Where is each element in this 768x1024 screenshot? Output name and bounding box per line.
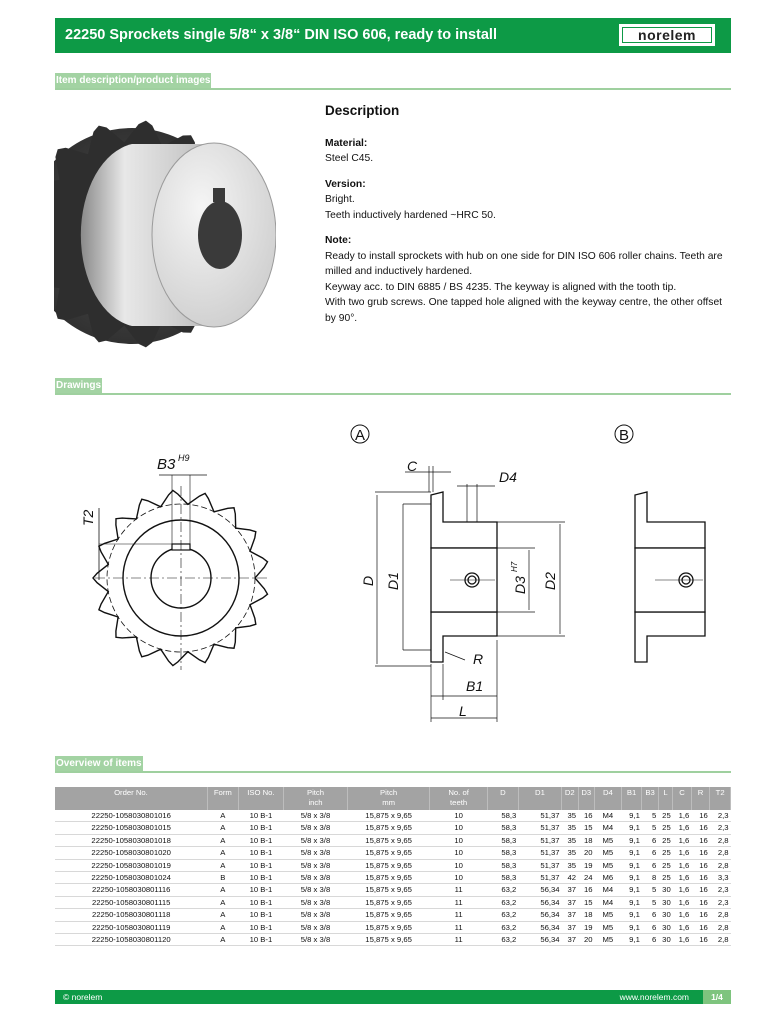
table-cell: 5/8 x 3/8 bbox=[284, 834, 348, 846]
material-label: Material: bbox=[325, 137, 368, 149]
table-cell: 22250-1058030801020 bbox=[55, 847, 207, 859]
table-cell: 37 bbox=[562, 909, 578, 921]
table-cell: 22250-1058030801018 bbox=[55, 834, 207, 846]
table-cell: 63,2 bbox=[487, 909, 518, 921]
table-body bbox=[55, 810, 731, 946]
table-cell: 16 bbox=[691, 834, 710, 846]
table-cell: M5 bbox=[595, 847, 622, 859]
note-label: Note: bbox=[325, 235, 352, 246]
table-cell: 9,1 bbox=[621, 921, 642, 933]
table-cell: 58,3 bbox=[487, 834, 518, 846]
table-cell: 1,6 bbox=[673, 872, 692, 884]
table-cell: 24 bbox=[578, 872, 594, 884]
table-cell: 10 bbox=[430, 810, 488, 822]
table-cell: 9,1 bbox=[621, 822, 642, 834]
table-header-cell: Order No. bbox=[55, 787, 207, 810]
table-cell: M5 bbox=[595, 834, 622, 846]
table-cell: 15,875 x 9,65 bbox=[347, 872, 429, 884]
table-cell: 58,3 bbox=[487, 859, 518, 871]
table-row bbox=[55, 859, 731, 871]
table-cell: 5 bbox=[642, 896, 658, 908]
table-cell: 6 bbox=[642, 859, 658, 871]
table-cell: 51,37 bbox=[518, 834, 561, 846]
table-row bbox=[55, 847, 731, 859]
table-cell: 10 bbox=[430, 859, 488, 871]
table-cell: 58,3 bbox=[487, 872, 518, 884]
table-cell: 63,2 bbox=[487, 884, 518, 896]
table-cell: 15,875 x 9,65 bbox=[347, 847, 429, 859]
table-cell: 1,6 bbox=[673, 896, 692, 908]
view-b-label: B bbox=[619, 427, 630, 444]
table-cell: 11 bbox=[430, 896, 488, 908]
table-cell: 2,8 bbox=[710, 834, 731, 846]
table-cell: 51,37 bbox=[518, 822, 561, 834]
table-cell: 5/8 x 3/8 bbox=[284, 847, 348, 859]
table-cell: 5 bbox=[642, 822, 658, 834]
table-cell: 35 bbox=[562, 847, 578, 859]
table-cell: 25 bbox=[658, 822, 672, 834]
table-cell: 9,1 bbox=[621, 859, 642, 871]
table-cell: 22250-1058030801024 bbox=[55, 872, 207, 884]
table-cell: 51,37 bbox=[518, 859, 561, 871]
table-row bbox=[55, 884, 731, 896]
table-cell: 10 bbox=[430, 847, 488, 859]
table-cell: 22250-1058030801016 bbox=[55, 810, 207, 822]
table-cell: 16 bbox=[691, 896, 710, 908]
table-cell: 30 bbox=[658, 921, 672, 933]
footer-bar bbox=[55, 990, 731, 1004]
table-cell: 11 bbox=[430, 934, 488, 946]
table-cell: 1,6 bbox=[673, 834, 692, 846]
table-cell: 25 bbox=[658, 872, 672, 884]
section-heading-drawings bbox=[55, 378, 731, 396]
table-cell: 58,3 bbox=[487, 822, 518, 834]
table-cell: 15,875 x 9,65 bbox=[347, 810, 429, 822]
table-cell: 15,875 x 9,65 bbox=[347, 909, 429, 921]
table-cell: 10 B-1 bbox=[238, 859, 283, 871]
technical-drawing bbox=[55, 400, 731, 745]
table-cell: 2,8 bbox=[710, 909, 731, 921]
table-cell: 15,875 x 9,65 bbox=[347, 834, 429, 846]
table-cell: 10 B-1 bbox=[238, 810, 283, 822]
table-cell: 22250-1058030801115 bbox=[55, 896, 207, 908]
table-cell: 10 bbox=[430, 834, 488, 846]
table-cell: M6 bbox=[595, 872, 622, 884]
table-cell: 16 bbox=[691, 810, 710, 822]
table-cell: 63,2 bbox=[487, 921, 518, 933]
table-row bbox=[55, 834, 731, 846]
table-cell: 16 bbox=[691, 909, 710, 921]
table-cell: 10 B-1 bbox=[238, 834, 283, 846]
table-cell: 22250-1058030801116 bbox=[55, 884, 207, 896]
brand-logo-text: norelem bbox=[622, 27, 712, 43]
table-cell: 1,6 bbox=[673, 847, 692, 859]
table-row bbox=[55, 822, 731, 834]
table-cell: 51,37 bbox=[518, 872, 561, 884]
table-cell: 15,875 x 9,65 bbox=[347, 822, 429, 834]
table-cell: 63,2 bbox=[487, 934, 518, 946]
table-cell: 10 B-1 bbox=[238, 921, 283, 933]
table-cell: 58,3 bbox=[487, 810, 518, 822]
table-cell: 5/8 x 3/8 bbox=[284, 872, 348, 884]
table-cell: 10 B-1 bbox=[238, 934, 283, 946]
table-header-cell: T2 bbox=[710, 787, 731, 810]
table-cell: M4 bbox=[595, 810, 622, 822]
table-cell: 9,1 bbox=[621, 872, 642, 884]
page-number: 1/4 bbox=[703, 990, 731, 1004]
table-cell: 16 bbox=[691, 859, 710, 871]
table-cell: 3,3 bbox=[710, 872, 731, 884]
table-row bbox=[55, 921, 731, 933]
table-cell: 1,6 bbox=[673, 822, 692, 834]
table-cell: 16 bbox=[691, 822, 710, 834]
version-line: Teeth inductively hardened ~HRC 50. bbox=[325, 209, 496, 221]
table-cell: 16 bbox=[578, 884, 594, 896]
material-text: Steel C45. bbox=[325, 153, 374, 164]
table-cell: 9,1 bbox=[621, 896, 642, 908]
table-cell: 20 bbox=[578, 847, 594, 859]
product-image bbox=[54, 104, 276, 362]
bore-hole bbox=[198, 201, 242, 269]
c-label: C bbox=[407, 458, 418, 474]
table-cell: 10 B-1 bbox=[238, 884, 283, 896]
table-header-cell: B3 bbox=[642, 787, 658, 810]
table-cell: 25 bbox=[658, 834, 672, 846]
table-cell: 6 bbox=[642, 847, 658, 859]
table-cell: 35 bbox=[562, 822, 578, 834]
front-view bbox=[93, 475, 268, 670]
table-cell: 2,8 bbox=[710, 921, 731, 933]
table-cell: 35 bbox=[562, 859, 578, 871]
table-cell: A bbox=[207, 859, 238, 871]
d3-label: D3 bbox=[512, 576, 528, 594]
keyway-slot bbox=[213, 188, 225, 202]
table-cell: 5/8 x 3/8 bbox=[284, 822, 348, 834]
page-title: 22250 Sprockets single 5/8“ x 3/8“ DIN ISO 606, ready to install bbox=[65, 27, 497, 43]
table-cell: 19 bbox=[578, 921, 594, 933]
table-header-cell: D bbox=[487, 787, 518, 810]
table-cell: 10 bbox=[430, 822, 488, 834]
t2-label: T2 bbox=[80, 509, 96, 526]
table-cell: 15,875 x 9,65 bbox=[347, 921, 429, 933]
table-cell: 11 bbox=[430, 884, 488, 896]
table-cell: 9,1 bbox=[621, 834, 642, 846]
table-cell: 2,3 bbox=[710, 810, 731, 822]
table-cell: 6 bbox=[642, 921, 658, 933]
section-heading-overview bbox=[55, 756, 731, 774]
table-cell: M5 bbox=[595, 909, 622, 921]
table-cell: 63,2 bbox=[487, 896, 518, 908]
table-cell: 5/8 x 3/8 bbox=[284, 921, 348, 933]
table-cell: 16 bbox=[691, 884, 710, 896]
table-cell: 11 bbox=[430, 909, 488, 921]
table-row bbox=[55, 896, 731, 908]
note-line: Ready to install sprockets with hub on one side for DIN ISO 606 roller chains. Teeth are milled and inductively hardened. bbox=[325, 250, 723, 277]
table-cell: M5 bbox=[595, 859, 622, 871]
table-cell: 2,8 bbox=[710, 859, 731, 871]
table-cell: A bbox=[207, 909, 238, 921]
table-cell: 30 bbox=[658, 909, 672, 921]
version-line: Bright. bbox=[325, 194, 355, 205]
table-cell: 5/8 x 3/8 bbox=[284, 934, 348, 946]
table-row bbox=[55, 934, 731, 946]
table-cell: 5 bbox=[642, 884, 658, 896]
table-cell: 25 bbox=[658, 847, 672, 859]
table-cell: A bbox=[207, 810, 238, 822]
table-cell: 18 bbox=[578, 834, 594, 846]
table-cell: 1,6 bbox=[673, 810, 692, 822]
table-cell: 6 bbox=[642, 834, 658, 846]
table-cell: 2,3 bbox=[710, 896, 731, 908]
table-cell: 6 bbox=[642, 934, 658, 946]
table-header-cell: L bbox=[658, 787, 672, 810]
section-divider bbox=[55, 88, 731, 90]
section-view-b bbox=[635, 492, 705, 662]
table-cell: 56,34 bbox=[518, 884, 561, 896]
table-cell: 10 bbox=[430, 872, 488, 884]
b3-tolerance: H9 bbox=[178, 453, 190, 463]
table-cell: 22250-1058030801019 bbox=[55, 859, 207, 871]
table-cell: 56,34 bbox=[518, 934, 561, 946]
table-cell: 56,34 bbox=[518, 896, 561, 908]
table-cell: 9,1 bbox=[621, 884, 642, 896]
table-header-row bbox=[55, 787, 731, 810]
table-cell: A bbox=[207, 822, 238, 834]
b3-label: B3 bbox=[157, 456, 176, 473]
items-table bbox=[55, 787, 731, 946]
table-cell: 35 bbox=[562, 834, 578, 846]
table-cell: M4 bbox=[595, 896, 622, 908]
table-cell: 30 bbox=[658, 884, 672, 896]
table-cell: 5/8 x 3/8 bbox=[284, 896, 348, 908]
table-cell: 5/8 x 3/8 bbox=[284, 909, 348, 921]
table-cell: 16 bbox=[691, 921, 710, 933]
table-cell: 58,3 bbox=[487, 847, 518, 859]
table-cell: A bbox=[207, 834, 238, 846]
table-cell: 1,6 bbox=[673, 934, 692, 946]
table-cell: 19 bbox=[578, 859, 594, 871]
table-cell: M4 bbox=[595, 822, 622, 834]
table-cell: 25 bbox=[658, 859, 672, 871]
table-cell: 15,875 x 9,65 bbox=[347, 859, 429, 871]
table-cell: 22250-1058030801015 bbox=[55, 822, 207, 834]
l-label: L bbox=[459, 703, 467, 719]
table-cell: M5 bbox=[595, 921, 622, 933]
table-header-cell: Form bbox=[207, 787, 238, 810]
table-cell: 1,6 bbox=[673, 859, 692, 871]
table-cell: 56,34 bbox=[518, 909, 561, 921]
table-cell: 30 bbox=[658, 934, 672, 946]
table-header-cell: ISO No. bbox=[238, 787, 283, 810]
table-header-cell: D2 bbox=[562, 787, 578, 810]
table-cell: 51,37 bbox=[518, 847, 561, 859]
table-header-cell: C bbox=[673, 787, 692, 810]
table-cell: 30 bbox=[658, 896, 672, 908]
table-cell: 35 bbox=[562, 810, 578, 822]
table-cell: 15,875 x 9,65 bbox=[347, 934, 429, 946]
table-cell: 16 bbox=[578, 810, 594, 822]
note-line: Keyway acc. to DIN 6885 / BS 4235. The keyway is aligned with the tooth tip. bbox=[325, 281, 677, 293]
table-cell: 37 bbox=[562, 934, 578, 946]
table-cell: M5 bbox=[595, 934, 622, 946]
table-cell: 2,8 bbox=[710, 934, 731, 946]
table-cell: 22250-1058030801119 bbox=[55, 921, 207, 933]
table-cell: A bbox=[207, 896, 238, 908]
table-cell: 6 bbox=[642, 909, 658, 921]
r-label: R bbox=[473, 651, 484, 667]
table-cell: 5/8 x 3/8 bbox=[284, 810, 348, 822]
table-header-cell: B1 bbox=[621, 787, 642, 810]
table-cell: A bbox=[207, 921, 238, 933]
table-cell: 15,875 x 9,65 bbox=[347, 896, 429, 908]
table-cell: 9,1 bbox=[621, 909, 642, 921]
table-cell: 11 bbox=[430, 921, 488, 933]
table-cell: 51,37 bbox=[518, 810, 561, 822]
table-row bbox=[55, 909, 731, 921]
table-cell: 10 B-1 bbox=[238, 822, 283, 834]
footer-copyright: © norelem bbox=[63, 992, 103, 1002]
section-heading-description bbox=[55, 73, 731, 91]
table-cell: A bbox=[207, 847, 238, 859]
section-label: Item description/product images bbox=[56, 75, 211, 86]
table-cell: 1,6 bbox=[673, 921, 692, 933]
d4-label: D4 bbox=[499, 469, 517, 485]
table-cell: 16 bbox=[691, 934, 710, 946]
table-cell: 8 bbox=[642, 872, 658, 884]
table-cell: 9,1 bbox=[621, 934, 642, 946]
table-cell: 16 bbox=[691, 872, 710, 884]
section-view-a bbox=[431, 492, 497, 662]
header-bar bbox=[55, 18, 731, 53]
footer-website-link[interactable]: www.norelem.com bbox=[619, 992, 689, 1002]
table-cell: 1,6 bbox=[673, 909, 692, 921]
table-cell: 10 B-1 bbox=[238, 896, 283, 908]
table-cell: B bbox=[207, 872, 238, 884]
section-divider bbox=[55, 771, 731, 773]
brand-logo bbox=[619, 24, 715, 46]
table-cell: 2,3 bbox=[710, 822, 731, 834]
table-cell: 9,1 bbox=[621, 810, 642, 822]
table-cell: 10 B-1 bbox=[238, 872, 283, 884]
b1-label: B1 bbox=[466, 678, 484, 694]
description-title: Description bbox=[325, 103, 400, 118]
table-cell: A bbox=[207, 934, 238, 946]
table-cell: M4 bbox=[595, 884, 622, 896]
table-cell: 2,3 bbox=[710, 884, 731, 896]
table-cell: 22250-1058030801120 bbox=[55, 934, 207, 946]
table-cell: 15 bbox=[578, 822, 594, 834]
table-header-cell: Pitch inch bbox=[284, 787, 348, 810]
table-row bbox=[55, 872, 731, 884]
table-header-cell: Pitch mm bbox=[347, 787, 429, 810]
view-a-label: A bbox=[355, 427, 366, 444]
table-cell: 37 bbox=[562, 896, 578, 908]
table-cell: A bbox=[207, 884, 238, 896]
section-label: Drawings bbox=[56, 380, 102, 391]
section-divider bbox=[55, 393, 731, 395]
table-row bbox=[55, 810, 731, 822]
table-cell: 56,34 bbox=[518, 921, 561, 933]
table-cell: 42 bbox=[562, 872, 578, 884]
table-cell: 9,1 bbox=[621, 847, 642, 859]
d-label: D bbox=[360, 575, 376, 586]
d1-label: D1 bbox=[385, 572, 401, 590]
table-cell: 18 bbox=[578, 909, 594, 921]
table-header-cell: D4 bbox=[595, 787, 622, 810]
table-cell: 20 bbox=[578, 934, 594, 946]
table-cell: 25 bbox=[658, 810, 672, 822]
table-cell: 22250-1058030801118 bbox=[55, 909, 207, 921]
table-cell: 37 bbox=[562, 884, 578, 896]
table-cell: 15 bbox=[578, 896, 594, 908]
table-header-cell: No. of teeth bbox=[430, 787, 488, 810]
table-cell: 5/8 x 3/8 bbox=[284, 859, 348, 871]
d3-tolerance: H7 bbox=[510, 561, 519, 572]
d2-label: D2 bbox=[542, 572, 558, 590]
table-cell: 5/8 x 3/8 bbox=[284, 884, 348, 896]
section-label: Overview of items bbox=[56, 758, 142, 769]
table-cell: 5 bbox=[642, 810, 658, 822]
table-header-cell: R bbox=[691, 787, 710, 810]
version-label: Version: bbox=[325, 178, 366, 190]
table-header-cell: D1 bbox=[518, 787, 561, 810]
note-line: With two grub screws. One tapped hole aligned with the keyway centre, the other offset by 90°. bbox=[325, 297, 723, 324]
table-header-cell: D3 bbox=[578, 787, 594, 810]
table-cell: 10 B-1 bbox=[238, 847, 283, 859]
table-cell: 37 bbox=[562, 921, 578, 933]
table-cell: 2,8 bbox=[710, 847, 731, 859]
description-block bbox=[325, 103, 727, 326]
table-cell: 15,875 x 9,65 bbox=[347, 884, 429, 896]
table-cell: 1,6 bbox=[673, 884, 692, 896]
table-cell: 10 B-1 bbox=[238, 909, 283, 921]
table-cell: 16 bbox=[691, 847, 710, 859]
